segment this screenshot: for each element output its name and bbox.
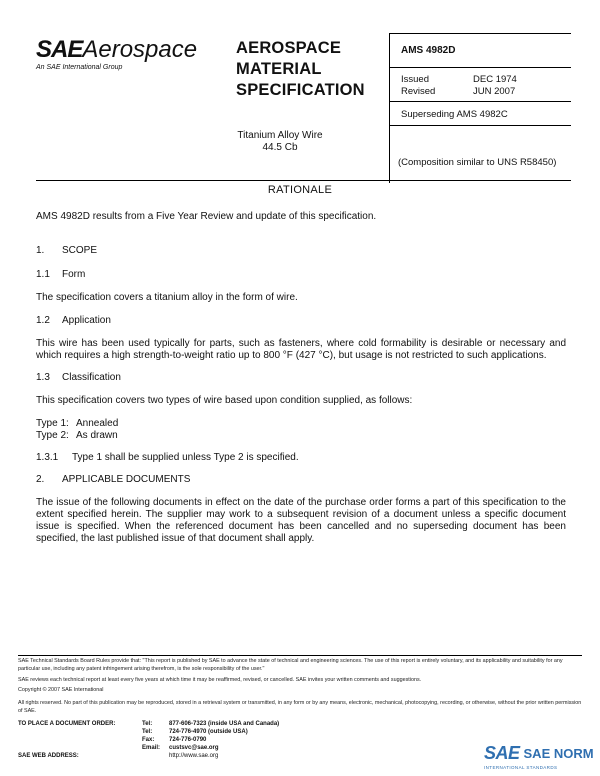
composition-note: (Composition similar to UNS R58450) — [398, 157, 557, 168]
rationale-heading: RATIONALE — [267, 184, 333, 196]
tel-2: 724-776-4970 (outside USA) — [169, 729, 248, 735]
list-item — [36, 430, 118, 442]
issued-label: Issued — [401, 74, 429, 85]
footer-rules-text: SAE Technical Standards Board Rules provide that: "This report is published by SAE to advance the state of technical and engineering sciences. The use of this report is entirely voluntary, and its applicability and suitability for any particular use, including any patent infringement arising therefrom, is the sole responsibility of the user." — [18, 658, 563, 672]
section-1-3-title: Classification — [62, 372, 121, 383]
footer-rights-text: All rights reserved. No part of this publication may be reproduced, stored in a retrieval system or transmitted, in any form or by any means, electronic, mechanical, photocopying, recording, or otherwise, without the prior written permission of SAE. — [18, 700, 582, 714]
sae-aerospace-logo — [36, 38, 216, 71]
list-item — [36, 418, 118, 430]
issued-date: DEC 1974 — [473, 74, 517, 85]
header-rule-2 — [389, 67, 571, 68]
tel-1: 877-606-7323 (inside USA and Canada) — [169, 721, 280, 727]
logo-subtitle: An SAE International Group — [36, 64, 123, 71]
section-1-3-1-text: Type 1 shall be supplied unless Type 2 is specified. — [72, 452, 299, 463]
document-number: AMS 4982D — [401, 45, 456, 56]
spec-title-line-3: SPECIFICATION — [236, 81, 365, 99]
revised-label: Revised — [401, 86, 436, 97]
header-divider-vertical — [389, 33, 390, 183]
section-1-1-heading — [36, 269, 85, 280]
web-label: SAE WEB ADDRESS: — [18, 753, 79, 759]
fax-label: Fax: — [142, 737, 155, 743]
spec-title-line-2: MATERIAL — [236, 60, 322, 78]
document-dates — [401, 74, 517, 98]
tel-label-2: Tel: — [142, 729, 153, 735]
section-1-3-number: 1.3 — [36, 372, 50, 383]
type-2-label: Type 2: — [36, 429, 69, 441]
order-label: TO PLACE A DOCUMENT ORDER: — [18, 721, 116, 727]
section-1-title: SCOPE — [62, 245, 98, 256]
section-1-heading — [36, 245, 97, 256]
section-1-2-heading — [36, 315, 111, 326]
section-2-heading — [36, 474, 190, 485]
footer-copyright: Copyright © 2007 SAE International — [18, 687, 104, 693]
header-rule-top — [389, 33, 571, 34]
section-2-text: The issue of the following documents in effect on the date of the purchase order forms a part of this specification to the extent specified herein. The supplier may work to a subsequent revision of a document unless a specific document issue is specified. When the referenced document has been cancelled and no superseding document has been specified, the last published issue of that document shall apply. — [36, 497, 566, 544]
footer-review-text: SAE reviews each technical report at least every five years at which time it may be reaffirmed, revised, or cancelled. SAE invites your written comments and suggestions. — [18, 677, 422, 683]
norm-sae-mark: SAE — [484, 743, 520, 763]
section-1-2-text: This wire has been used typically for parts, such as fasteners, where cold formability is desirable or necessary and which requires a high strength-to-weight ratio up to 800 °F (427 °C), but usage is not restricted to such applications. — [36, 338, 566, 361]
type-1-value: Annealed — [76, 418, 119, 429]
section-1-1-number: 1.1 — [36, 269, 50, 280]
spec-title-line-1: AEROSPACE — [236, 39, 342, 57]
revised-date: JUN 2007 — [473, 86, 516, 97]
superseding-note: Superseding AMS 4982C — [401, 109, 508, 120]
web-address — [18, 753, 218, 759]
norm-subtitle: INTERNATIONAL STANDARDS — [484, 765, 558, 770]
norm-text: SAE NORM — [523, 746, 594, 761]
section-1-3-heading — [36, 372, 121, 383]
fax-number: 724-776-0790 — [169, 737, 207, 743]
section-1-number: 1. — [36, 245, 45, 256]
section-1-3-text: This specification covers two types of wire based upon condition supplied, as follows: — [36, 395, 413, 406]
material-title — [180, 130, 380, 154]
web-link[interactable]: http://www.sae.org — [169, 753, 219, 759]
logo-aerospace-text: Aerospace — [82, 36, 198, 63]
footer-rule — [18, 655, 582, 656]
material-line-2: 44.5 Cb — [262, 142, 298, 153]
type-2-value: As drawn — [76, 429, 118, 441]
email-address[interactable]: custsvc@sae.org — [169, 745, 219, 751]
section-1-3-1 — [36, 452, 299, 463]
section-1-2-number: 1.2 — [36, 315, 50, 326]
section-2-title: APPLICABLE DOCUMENTS — [62, 474, 191, 485]
section-1-1-title: Form — [62, 269, 86, 280]
type-1-label: Type 1: — [36, 418, 69, 429]
sae-norm-logo — [484, 743, 594, 764]
tel-label: Tel: — [142, 721, 153, 727]
rationale-text: AMS 4982D results from a Five Year Review and update of this specification. — [36, 211, 377, 222]
spec-title — [236, 38, 386, 101]
order-contact-block — [18, 720, 279, 752]
email-label: Email: — [142, 745, 161, 751]
header-rule-bottom — [36, 180, 571, 181]
section-1-3-1-number: 1.3.1 — [36, 452, 59, 463]
wire-types-list — [36, 418, 118, 441]
logo-sae-text: SAE — [36, 36, 83, 63]
section-2-number: 2. — [36, 474, 45, 485]
section-1-1-text: The specification covers a titanium alloy in the form of wire. — [36, 292, 298, 303]
section-1-2-title: Application — [62, 315, 111, 326]
header-rule-3 — [389, 101, 571, 102]
material-line-1: Titanium Alloy Wire — [237, 130, 323, 141]
header-rule-4 — [389, 125, 571, 126]
